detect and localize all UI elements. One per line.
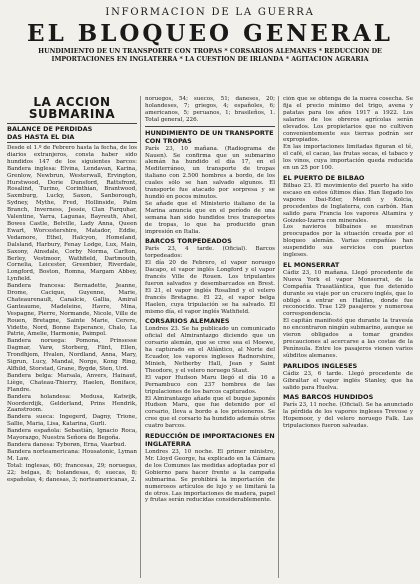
paragraph: El Almirantazgo añade que el buque japonés Hudson Maru, que fue detenido por el corsario, lleva a bordo a los prisioneros. Se cree que el corsario ha hundido además otros cuatro barcos.	[145, 395, 276, 430]
subheading-reduccion: REDUCCIÓN DE IMPORTACIONES EN INGLATERRA	[145, 432, 275, 449]
paragraph: Bandera holandesa: Medusa, Katwijk, Noorderdijk, Gelderland, Prins Hendrik, Zaanstroom.	[7, 393, 137, 414]
paragraph: Los navieros bilbaínos se muestran preocupados por la situación creada por el bloqueo alemán. Varias compañías han suspendido sus servicios con puertos ingleses.	[283, 224, 413, 259]
paragraph: El capitán manifestó que durante la travesía no encontraron ningún submarino, aunque se vieron obligados a tomar grandes precauciones al acercarse a las costas de la Península. Entre los pasajeros vienen varios súbditos alemanes.	[283, 318, 413, 359]
paragraph: París 23, 10 mañana. (Radiograma de Nauen). Se confirma que un submarino alemán ha hundido el día 17, en el Mediterráneo, un transporte de tropas italiano con 2.500 hombres a bordo, de los cuales sólo se han salvado algunos. El transporte fue atacado por sorpresa y se hundió en pocos minutos.	[145, 145, 275, 200]
subheading-hasta-el-dia: DAS HASTA EL DIA	[7, 133, 75, 141]
paragraph: Bandera belga: Marsala, Anvers, Hainaut, Liège, Chateau-Thierry, Haelen, Boniface, Flandre.	[7, 372, 137, 393]
paragraph: Bandera noruega: Pomona, Prinsesse Dagmar, Varø, Storberg, Flint, Ellen, Trondhjem, Hvalen, Nordland, Anna, Mary, Sigrun, Lucy, Mandal, Norge, Kong Ring, Alfhild, Storstad, Grane, Bygdø, Sten, Urd.	[7, 338, 137, 372]
paragraph: El vapor Hudson Maru llegó el día 16 a Pernambuco con 237 hombres de las tripulaciones de los barcos capturados.	[145, 374, 275, 395]
headline-deck: HUNDIMIENTO DE UN TRANSPORTE CON TROPAS * CORSARIOS ALEMANES * REDUCCION DE IMPORTACIONES EN INGLATERRA * LA CUESTION DE IRLANDA * AGITACION AGRARIA	[38, 48, 382, 63]
column-1	[7, 96, 141, 578]
subheading-corsarios: CORSARIOS ALEMANES	[145, 317, 230, 326]
section-kicker: INFORMACION DE LA GUERRA	[105, 7, 315, 18]
headline: EL BLOQUEO GENERAL	[27, 20, 393, 47]
column-2	[145, 96, 279, 578]
paragraph: Londres 23, 10 noche. El primer ministro, Mr. Lloyd George, ha explicado en la Cámara de los Comunes las medidas adoptadas por el Gobierno para hacer frente a la campaña submarina. Se prohibirá la importación de numerosos artículos de lujo y se limitará la de otros. Las importaciones de madera, papel y frutas serán reducidas considerablemente.	[145, 449, 275, 504]
paragraph: Desde el 1.º de Febrero hasta la fecha, de los diarios extranjeros, consta haber sido hundidos 147 de los siguientes barcos: Bandera inglesa: Elvina, Lendavan, Karina, Grenlow, Newbrun, Westerwall, Ervington, Hurstwood, Dorie Dunsford, Rattsfront, Rosalind, Turino, Corinthian, Brantwood, Saxmburg, Lucky, Saxon, Sanborough, Sydney, Mythe, Fred, Hollinside, Palm Branch, Inverness, Jessie, Clan Farquhar, Valentine, Yarra, Lagunas, Bayreuth, Ahel, Bowes Castle, Belville, Lady Anna, Queen Ewart, Worcestershire, Matador, Eddie, Vedamore, Ethel, Halcyon, Homeland, Dalsland, Harbury, Fenay Lodge, Lux, Main, Saxony, Ainsdale, Corby Norma, Carlton, Berley, Vestmoor, Wathfield, Dartmouth, Cornelia, Leicester, Greenbier, Riverdale, Longford, Boston, Romna, Margam Abbey, Lynfield.	[7, 145, 137, 283]
subheading-partidos-ingleses: PARLIDOS INGLESES	[283, 361, 358, 370]
article-columns	[7, 96, 413, 578]
losses-heading-box	[7, 123, 137, 143]
paragraph: noruegos, 54; suecos, 51; daneses, 20; holandeses, 7; griegos, 4; españoles, 6; americanos, 5; peruanos, 1; brasileños, 1. Total general, 226.	[145, 96, 275, 123]
paragraph: Cádiz 23, 10 mañana. Llegó procedente de Nueva York el vapor Monserrat, de la Compañía Trasatlántica, que fue detenido durante su viaje por un crucero inglés, que lo obligó a entrar en Halifax, donde fue reconocido. Trae 129 pasajeros y numerosa correspondencia.	[283, 269, 413, 318]
paragraph: Bandera sueca: Ingegerd, Dagny, Trione, Sallie, Maria, Lisa, Katarina, Gurli.	[7, 414, 137, 428]
subheading-monserrat: EL MONSERRAT	[283, 260, 340, 269]
section-title-accion: LA ACCIÓN	[33, 96, 111, 109]
paragraph: ción que se obtenga de la nueva cosecha. Se fija el precio mínimo del trigo, avena y patatas para los años 1917 a 1922. Los salarios de los obreros agrícolas serán elevados. Los propietarios que no cultiven convenientemente sus tierras podrán ser expropiados.	[283, 96, 413, 144]
paragraph: Londres 23. Se ha publicado un comunicado oficial del Almirantazgo diciendo que un corsario alemán, que se cree sea el Moewe, ha capturado en el Atlántico, al Norte del Ecuador, los vapores ingleses Radnorshire, Minieh, Netherby Hall, Jean y Saint Theodore, y el velero noruego Staut.	[145, 326, 275, 374]
paragraph: El día 20 de Febrero, el vapor noruego Dacapo, el vapor inglés Longford y el vapor francés Ville de Rouen. Los tripulantes fueron salvados y desembarcados en Brest. El 21, el vapor inglés Rosalind y el velero francés Bretagne. El 22, el vapor belga Haelen, cuya tripulación se ha salvado. El mismo día, el vapor inglés Wathfield.	[145, 260, 275, 315]
paragraph: Bandera danesa: Tyborøn, Erna, Vaarbud.	[7, 441, 127, 448]
subheading-barcos-torpedeados: BARCOS TORPEDEADOS	[145, 237, 232, 246]
paragraph: Total: inglesas, 60; francesas, 29; noruegas, 22; belgas, 8; holandesas, 6; suecas, 8; españolas, 4; danesas, 3; norteamericanas, 2.	[7, 462, 137, 483]
subheading-bilbao: EL PUERTO DE BILBAO	[283, 173, 365, 182]
paragraph: París 23, 4 tarde. (Oficial). Barcos torpedeados:	[145, 246, 275, 260]
subheading-mas-barcos: MAS BARCOS HUNDIDOS	[283, 393, 374, 402]
subheading-balance: BALANCE DE PERDIDAS	[7, 125, 93, 133]
paragraph: Bandera norteamericana: Housatonic, Lyman M. Law.	[7, 448, 137, 462]
paragraph: Bilbao 23. El movimiento del puerto ha sido escaso en estos últimos días. Han llegado los vapores Ibai-Eder, Mendi y Kolcia, procedentes de Inglaterra, con carbón. Han salido para Francia los vapores Altamira y Goizeko-Izarra con minerales.	[283, 182, 413, 224]
paragraph: Bandera francesa: Bernadette, Jeanne, Drome, Cacique, Guyenne, Marie, Chateaurenault, Canalcie, Gallia, Amiral Ganteaume, Madeleine, Havre, Mina, Vespagne, Pierre, Normande, Nicole, Ville de Rouen, Bretagne, Sainte Marie, Cerere, Vidette, Nord, Bonne Esperance, Chalo, La Patrie, Amelie, Harmonie, Paimpol.	[7, 283, 137, 338]
paragraph: París 23, 11 noche. (Oficial). Se ha anunciado la pérdida de los vapores ingleses Trevose y Hopemoor, y del velero noruego Falk. Las tripulaciones fueron salvadas.	[283, 402, 413, 430]
divider	[145, 126, 275, 127]
paragraph: En las importaciones limitadas figuran el té, el café, el cacao, las frutas secas, el tabaco y los vinos, cuya importación queda reducida en un 25 por 100.	[283, 144, 413, 172]
column-3	[283, 96, 413, 578]
paragraph: Se añade que el Ministerio italiano de la Marina anuncia que en el período de una semana han sido hundidos tres transportes de tropas, lo que ha producido gran impresión en Italia.	[145, 200, 275, 235]
section-title-submarina: SUBMARINA	[28, 107, 116, 121]
subheading-transporte: HUNDIMIENTO DE UN TRANSPORTE CON TROPAS	[145, 128, 274, 145]
paragraph: Bandera española: Sebastián, Ignacio Roca, Mayorazgo, Nuestra Señora de Begoña.	[7, 428, 137, 442]
paragraph: Cádiz 23, 6 tarde. Llegó procedente de Gibraltar el vapor inglés Stanley, que ha salido para Huelva.	[283, 370, 413, 391]
